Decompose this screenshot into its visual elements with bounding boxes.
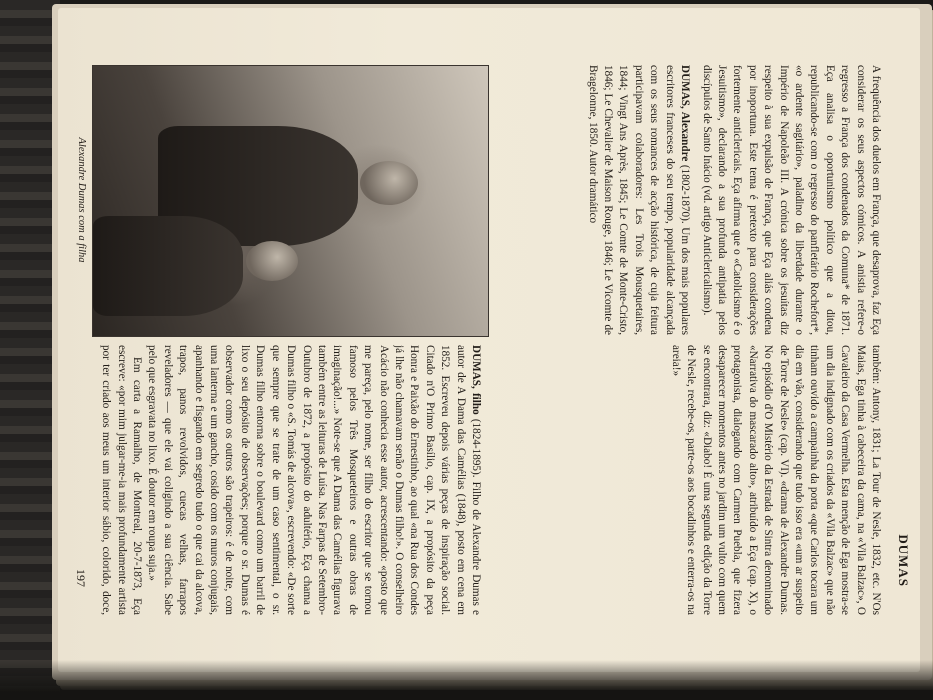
entry-text: (1802-1870). Um dos mais populares escritores franceses do seu tempo, popularidade alcançada com os seus romances de acção histórica, de cuja feitura participavam colaboradores: Les Trois Mousquetaires, 1844; Vingt Ans Après, 1845; Le Comte de Monte-Cristo, 1846; Le Chevalier de Maison Rouge, 1846; Le Vicomte de Bragelonne, 1850. Autor dramático [586,65,692,335]
bottom-shadow [0,660,933,700]
entry-headword: DUMAS, Alexandre [679,65,692,162]
entry-dumas-filho [144,345,483,615]
running-head: DUMAS [896,534,911,587]
paragraph-text: Em carta a Ramalho, de Montreal, 20-7-1873, Eça escreve: «por mim julgar-me-ia mais profundamente artista por ter criado aos meus um interior sábio, colorido, doce, [100,345,144,615]
portrait-head-man [360,161,418,205]
column-top-right [503,345,883,615]
entry-text: (1824-1895). Filho de Alexandre Dumas e autor de A Dama das Camélias (1848), posto em cena em 1852. Escreveu depois várias peças de inspiração social. Citado n'O Primo Basílio, cap. IX, a propósito da peça Honra e Paixão do Ernestinho, ao qual «na Rua dos Condes já lhe não chamavam senão o Dumas filho!». O conselheiro Acácio não conhecia esse autor, acrescentando: «posto que me pareça, pelo nome, ser filho do escritor que se tornou famoso pelos Três Mosqueteiros e outras obras de imaginação!...» Note-se que A Dama das Camélias figurava também entre as leituras de Luísa. Nas Farpas de Setembro-Outubro de 1872, a propósito do adultério, Eça chama a Dumas filho o «S. Tomás de alcova», escrevendo: «De sorte que sempre que se trate de um caso sentimental, o sr. Dumas filho entorna sobre o boulevard como um barril de lixo o seu depósito de observações; porque o sr. Dumas é observador como os outros são trapeiros: é de noite, com uma lanterna e um gancho, cosido com os muros conjugais, apanhando e fisgando em segredo tudo o que cai da alcova, trapos, panos revolvidos, cuecas velhas, farrapos reveladores — que ele vai coligindo a sua ciência. Sabe pelo que esgravata no lixo. É doutor em roupa suja.» [146,345,482,615]
book-page [58,8,920,672]
figure-caption: Alexandre Dumas com a filha [76,137,87,263]
figure-block [76,65,489,335]
entry-headword: DUMAS, filho [470,345,482,415]
fabric-background [0,0,60,700]
paragraph-continuation: A frequência dos duelos em França, que desaprova, faz Eça considerar os seus aspectos cómicos. A anistia refere-o regresso a França dos condenados da Comuna* de 1871. Eça analisa o oportunismo político que a ditou, republicando-se com o regresso do panfletário Rochefort*, «o ardente sagitário», paladino da liberdade durante o Império de Napoleão III. A crónica sobre os jesuítas diz respeito à sua expulsão de França, que Eça aliás condena por inoportuna. Este tema é pretexto para considerações fortemente anticlericais. Eça afirma que o «Catolicismo é o Jesuitismo», declarando a sua profunda antipatia pelos discípulos de Santo Inácio (vd. artigo Anticlericalismo). [700,65,882,335]
rotated-page-content [59,45,919,635]
column-bottom-right [99,345,489,615]
page-number: 197 [74,569,88,587]
portrait-head-daughter [246,241,298,281]
paragraph-continuation: também: Antony, 1831; La Tour de Nesle, 1832, etc. N'Os Maias, Ega tinha à cabeceira da cama, na «Vila Balzac», O Cavaleiro da Casa Vermelha. Esta menção de Ega mostra-se um dia indignado com os criados da «Vila Balzac» que não tinham ouvido a campainha da porta «que Carlos tocara um dia em vão, considerando que tudo isso era «um ar suspeito de Torre de Nesle» (cap. VI). «drama de Alexandre Dumas. No episódio d'O Mistério da Estrada de Sintra denominado «Narrativa do mascarado alto», atribuído a Eça (cap. X), o protagonista, dialogando com Carmen Puebla, que fizera desaparecer momentos antes no jardim um vulto com quem se encontrara, diz: «Diabo! É uma segunda edição da Torre de Nesle, recebe-os, parte-os aos bocadinhos e enterra-os na areia!» [669,345,882,615]
entry-dumas-alexandre [584,65,692,335]
portrait-body-daughter [93,216,243,316]
portrait-photograph [92,65,489,337]
column-top-left [503,65,883,335]
